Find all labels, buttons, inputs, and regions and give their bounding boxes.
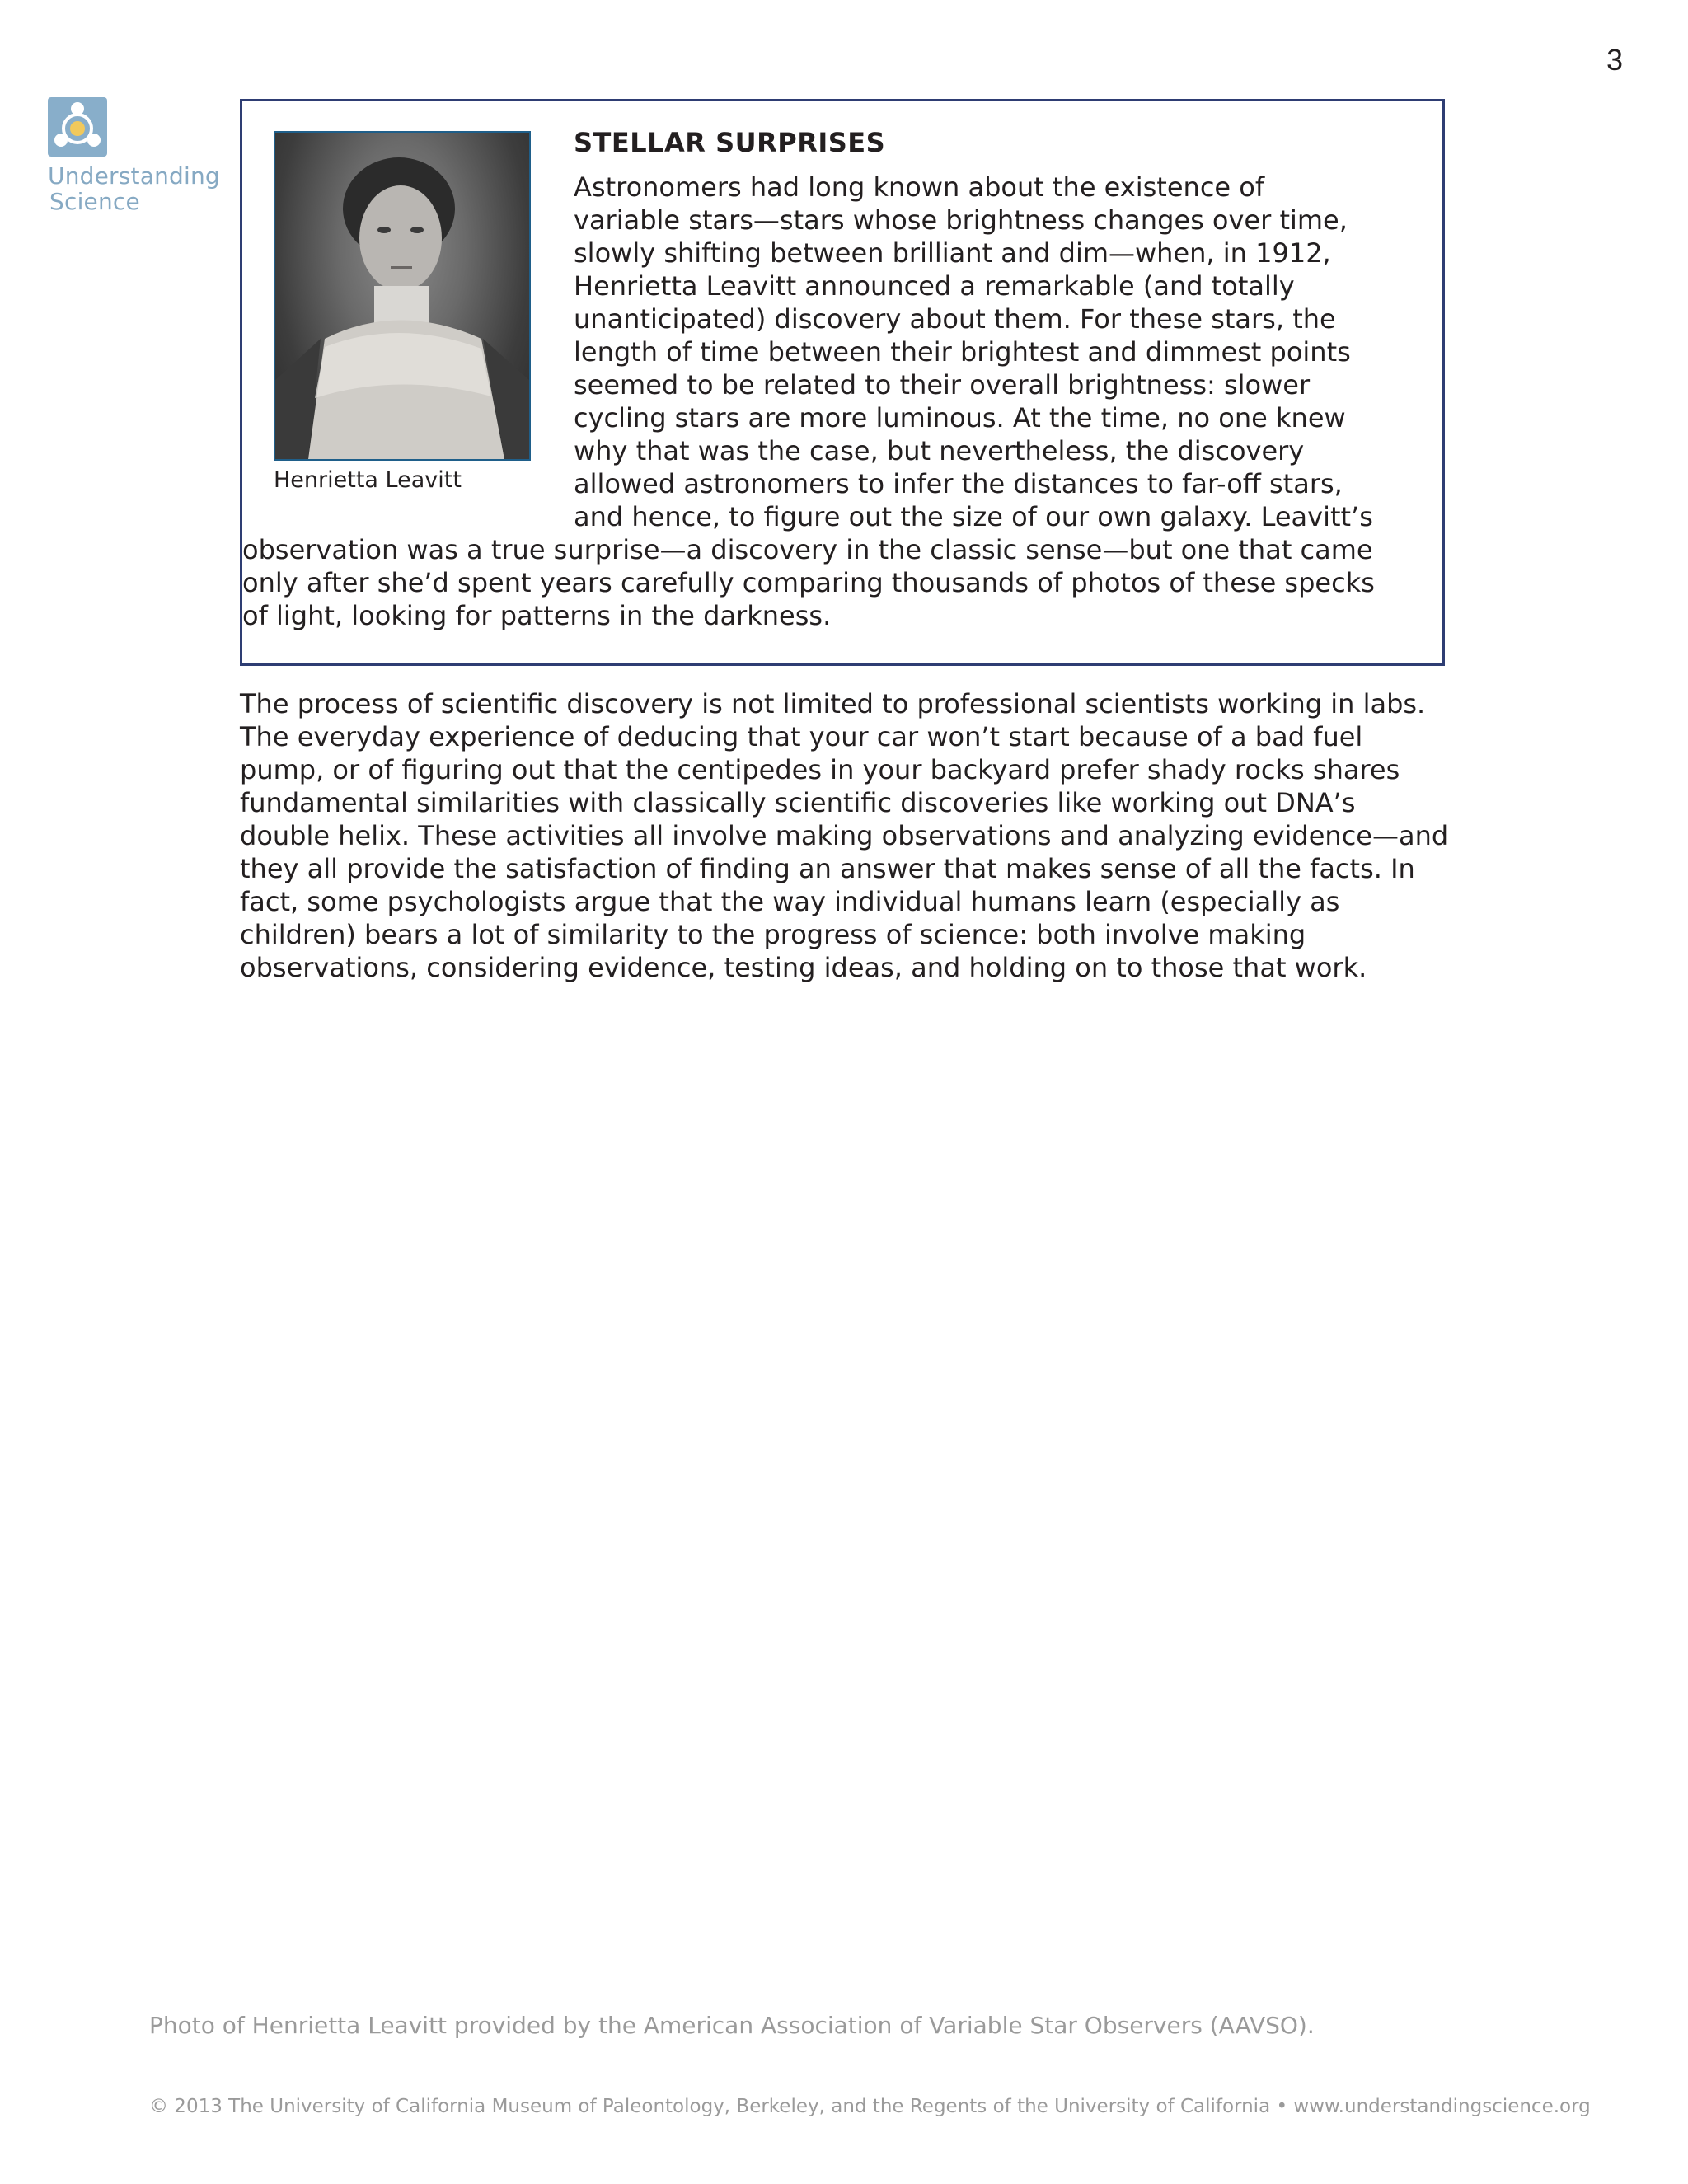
- logo-text: [48, 163, 237, 214]
- photo-figure: [274, 131, 554, 523]
- photo-caption: Henrietta Leavitt: [274, 467, 462, 493]
- logo-line-2: Science: [49, 188, 140, 215]
- stellar-surprises-sidebar: [240, 99, 1445, 666]
- copyright-footer: © 2013 The University of California Museum of Paleontology, Berkeley, and the Regents of the University of California • www.understandingscience.org: [149, 2096, 1591, 2117]
- main-paragraph: The process of scientific discovery is not limited to professional scientists working in labs. The everyday experience of deducing that your car won’t start because of a bad fuel pump, or of figuring out that the centipedes in your backyard prefer shady rocks shares fundamental similarities with classically scientific discoveries like working out DNA’s double helix. These activities all involve making observations and analyzing evidence—and they all provide the satisfaction of finding an answer that makes sense of all the facts. In fact, some psychologists argue that the way individual humans learn (especially as children) bears a lot of similarity to the progress of science: both involve making observations, considering evidence, testing ideas, and holding on to those that work.: [240, 688, 1449, 983]
- sidebar-title: STELLAR SURPRISES: [574, 127, 886, 158]
- henrietta-leavitt-photo: [274, 131, 531, 461]
- page-number: 3: [1606, 43, 1623, 77]
- logo: [48, 97, 237, 214]
- photo-credit: Photo of Henrietta Leavitt provided by the American Association of Variable Star Observers (AAVSO).: [149, 2012, 1315, 2039]
- logo-line-1: Understanding: [48, 162, 220, 190]
- understanding-science-logo-icon: [48, 97, 107, 157]
- sidebar-body: Astronomers had long known about the existence of variable stars—stars whose brightness changes over time, slowly shifting between brilliant and dim—when, in 1912, Henrietta Leavitt announced a remarkable (and totally unanticipated) discovery about them. For these stars, the length of time between their brightest and dimmest points seemed to be related to their overall brightness: slower cycling stars are more luminous. At the time, no one knew why that was the case, but nevertheless, the discovery allowed astronomers to infer the distances to far-off stars, and hence, to figure out the size of our own galaxy. Leavitt’s observation was a true surprise—a discovery in the classic sense—but one that came only after she’d spent years carefully comparing thousands of photos of these specks of light, looking for patterns in the darkness.: [242, 171, 1375, 631]
